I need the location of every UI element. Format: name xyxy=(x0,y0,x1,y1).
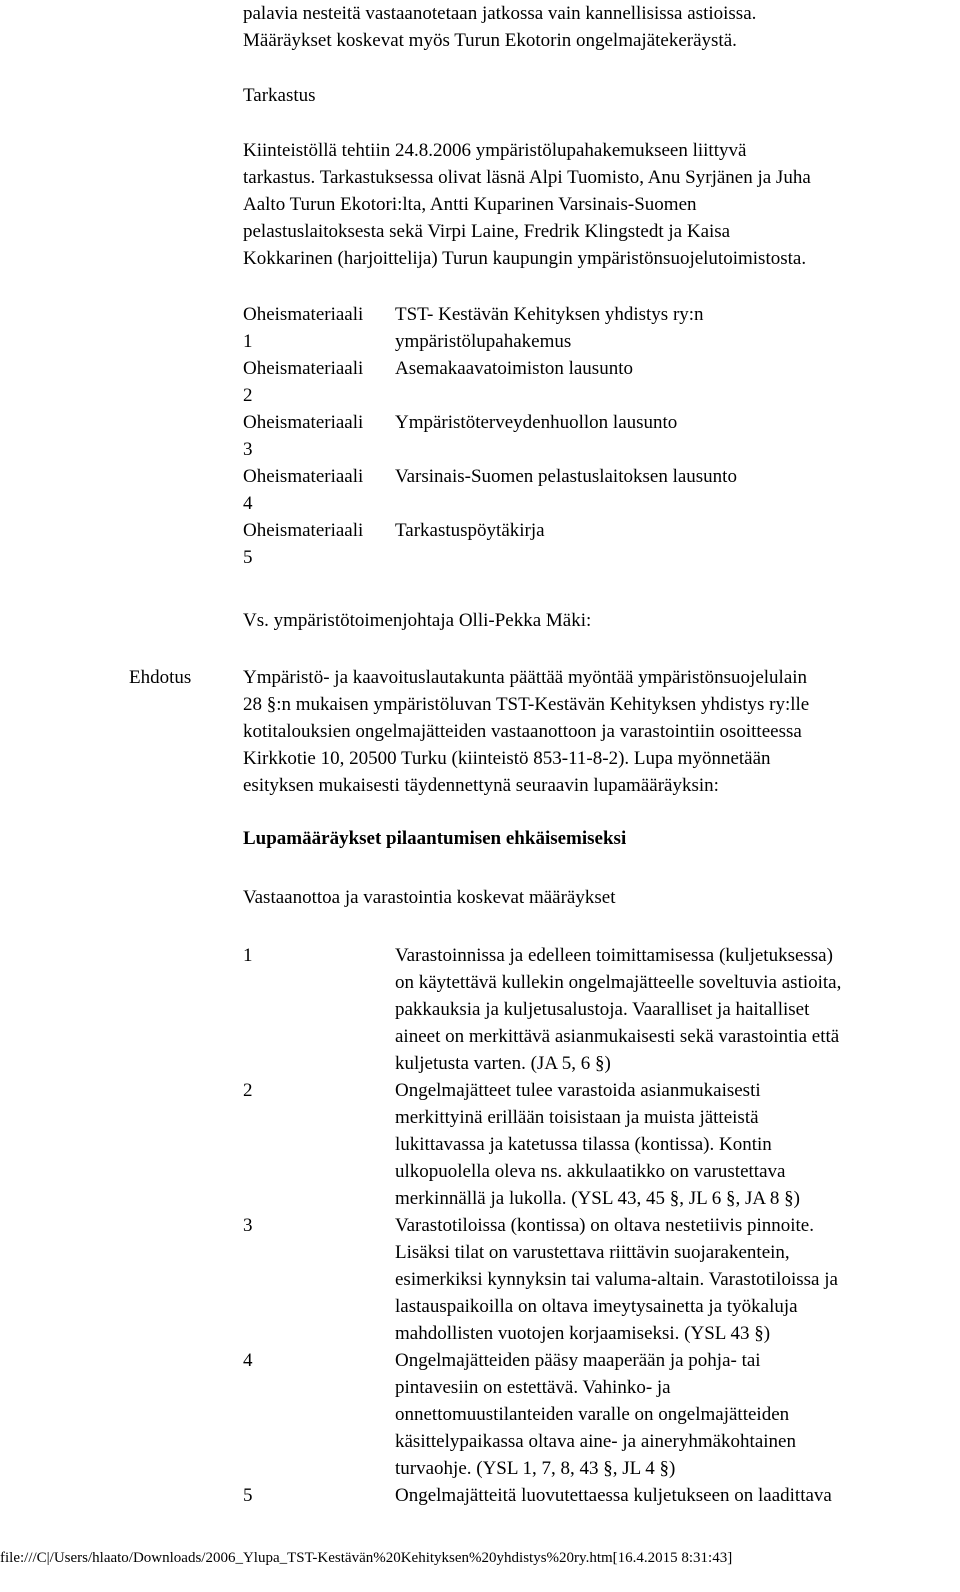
condition-number: 1 xyxy=(243,945,253,966)
proposal-label: Ehdotus xyxy=(129,667,192,688)
attachment-title: Varsinais-Suomen pelastuslaitoksen lausunto xyxy=(395,466,737,487)
attachment-number: 1 xyxy=(243,331,253,352)
attachment-title: Ympäristöterveydenhuollon lausunto xyxy=(395,412,678,433)
attachment-number: 4 xyxy=(243,493,253,514)
attachment-label: Oheismateriaali xyxy=(243,358,364,379)
attachment-title-continued: ympäristölupahakemus xyxy=(395,331,572,352)
attachment-item xyxy=(243,301,943,355)
attachment-label: Oheismateriaali xyxy=(243,304,364,325)
attachment-number: 5 xyxy=(243,547,253,568)
attachment-title: Tarkastuspöytäkirja xyxy=(395,520,545,541)
condition-text: Varastotiloissa (kontissa) on oltava nestetiivis pinnoite. Lisäksi tilat on varustettava riittävin suojarakentein, esimerkiksi kynnyksin tai valuma-altain. Varastotiloissa ja lastauspaikoilla on oltava imeytysainetta ja työkaluja mahdollisten vuotojen korjaamiseksi. (YSL 43 §) xyxy=(395,1215,838,1344)
condition-item xyxy=(243,1212,943,1347)
file-path-footer: file:///C|/Users/hlaato/Downloads/2006_Ylupa_TST-Kestävän%20Kehityksen%20yhdistys%20ry.htm[16.4.2015 8:31:43] xyxy=(0,1550,733,1566)
attachment-label: Oheismateriaali xyxy=(243,466,364,487)
attachment-number: 2 xyxy=(243,385,253,406)
conditions-list xyxy=(243,942,943,1509)
condition-number: 5 xyxy=(243,1485,253,1506)
attachment-item xyxy=(243,409,943,463)
condition-text: Varastoinnissa ja edelleen toimittamisessa (kuljetuksessa) on käytettävä kullekin ongelmajätteelle soveltuvia astioita, pakkauksia ja kuljetusalustoja. Vaaralliset ja haitalliset aineet on merkittävä asianmukaisesti sekä varastointia että kuljetusta varten. (JA 5, 6 §) xyxy=(395,945,842,1074)
condition-item xyxy=(243,1482,943,1509)
condition-number: 2 xyxy=(243,1080,253,1101)
condition-number: 3 xyxy=(243,1215,253,1236)
attachment-item xyxy=(243,517,943,571)
proposal-paragraph: Ympäristö- ja kaavoituslautakunta päättää myöntää ympäristönsuojelulain 28 §:n mukaisen ympäristöluvan TST-Kestävän Kehityksen yhdistys ry:lle kotitalouksien ongelmajätteiden vastaanottoon ja varastointiin osoitteessa Kirkkotie 10, 20500 Turku (kiinteistö 853-11-8-2). Lupa myönnetään esityksen mukaisesti täydennettynä seuraavin lupamääräyksin: xyxy=(243,667,810,796)
condition-text: Ongelmajätteet tulee varastoida asianmukaisesti merkittyinä erillään toisistaan ja muista jätteistä lukittavassa ja katetussa tilassa (kontissa). Kontin ulkopuolella oleva ns. akkulaatikko on varustettava merkinnällä ja lukolla. (YSL 43, 45 §, JL 6 §, JA 8 §) xyxy=(395,1080,800,1209)
condition-number: 4 xyxy=(243,1350,253,1371)
section-heading: Lupamääräykset pilaantumisen ehkäisemiseksi xyxy=(243,828,627,849)
condition-item xyxy=(243,1077,943,1212)
intro-paragraph: palavia nesteitä vastaanotetaan jatkossa vain kannellisissa astioissa. Määräykset koskevat myös Turun Ekotorin ongelmajätekeräystä. xyxy=(243,3,757,51)
inspection-paragraph: Kiinteistöllä tehtiin 24.8.2006 ympäristölupahakemukseen liittyvä tarkastus. Tarkastuksessa olivat läsnä Alpi Tuomisto, Anu Syrjänen ja Juha Aalto Turun Ekotori:lta, Antti Kuparinen Varsinais-Suomen pelastuslaitoksesta sekä Virpi Laine, Fredrik Klingstedt ja Kaisa Kokkarinen (harjoittelija) Turun kaupungin ympäristönsuojelutoimistosta. xyxy=(243,140,811,269)
subheading: Vastaanottoa ja varastointia koskevat määräykset xyxy=(243,887,616,908)
attachment-item xyxy=(243,463,943,517)
condition-text: Ongelmajätteiden pääsy maaperään ja pohja- tai pintavesiin on estettävä. Vahinko- ja onnettomuustilanteiden varalle on ongelmajätteiden käsittelypaikassa oltava aine- ja aineryhmäkohtainen turvaohje. (YSL 1, 7, 8, 43 §, JL 4 §) xyxy=(395,1350,796,1479)
attachment-label: Oheismateriaali xyxy=(243,412,364,433)
condition-item xyxy=(243,1347,943,1482)
inspection-heading: Tarkastus xyxy=(243,85,316,106)
attachment-number: 3 xyxy=(243,439,253,460)
condition-text: Ongelmajätteitä luovutettaessa kuljetukseen on laadittava xyxy=(395,1485,832,1506)
attachment-list xyxy=(243,301,943,571)
attachment-item xyxy=(243,355,943,409)
attachment-title: Asemakaavatoimiston lausunto xyxy=(395,358,633,379)
condition-item xyxy=(243,942,943,1077)
attachment-label: Oheismateriaali xyxy=(243,520,364,541)
signature-line: Vs. ympäristötoimenjohtaja Olli-Pekka Mäki: xyxy=(243,610,592,631)
attachment-title: TST- Kestävän Kehityksen yhdistys ry:n xyxy=(395,304,704,325)
